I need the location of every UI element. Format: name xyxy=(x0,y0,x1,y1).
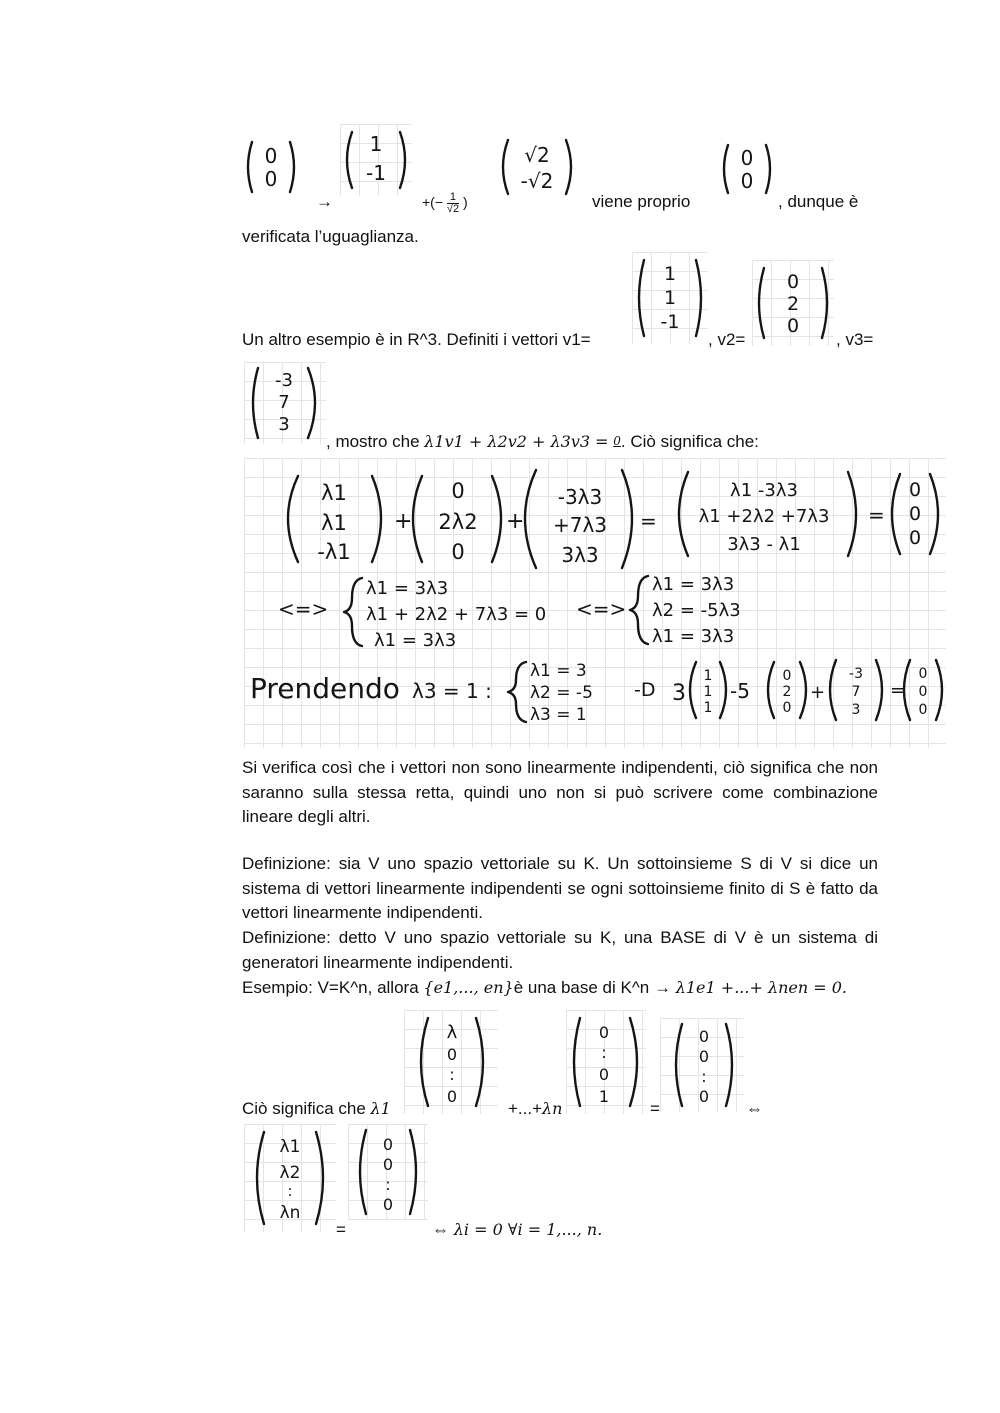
coefficient xyxy=(422,190,468,215)
cio-equals: = xyxy=(650,1099,660,1118)
hw-r-1: λ1 -3λ3 xyxy=(730,480,798,501)
v2-label: , v2= xyxy=(708,330,746,349)
hw-combo-plus: + xyxy=(810,682,826,703)
hw-k2-3: 0 xyxy=(782,700,792,716)
handwritten-solution-block xyxy=(244,458,946,748)
example-base-formula: λ1e1 +...+ λnen = 0. xyxy=(675,978,848,997)
hw-c1-3: -λ1 xyxy=(317,540,351,564)
viene-proprio: viene proprio xyxy=(592,192,691,211)
handwritten-vector-1-minus1 xyxy=(340,124,412,196)
hw-lc-2: λ2 xyxy=(279,1163,301,1183)
hw-iff-1: <=> xyxy=(278,597,329,621)
hw-k2-1: 0 xyxy=(782,668,792,684)
handwritten-lambda-col xyxy=(244,1124,336,1232)
fraction xyxy=(447,192,459,215)
example-base-set: {e1,..., en} xyxy=(423,978,514,997)
hw-coef-3: 3 xyxy=(672,681,686,706)
hw-z2-a: 0 xyxy=(740,146,754,170)
last-formula-text: λi = 0 ∀i = 1,..., n. xyxy=(453,1220,603,1239)
cio-prefix xyxy=(242,1097,391,1122)
hw-zc2-3: : xyxy=(385,1175,391,1194)
zero-vector-symbol: 0 xyxy=(613,434,621,448)
hw-k4-3: 0 xyxy=(918,702,928,718)
hw-z1-b: 0 xyxy=(264,167,278,191)
cio-prefix-text: Ciò significa che xyxy=(242,1099,366,1118)
mostro-prefix: , mostro che xyxy=(326,432,420,451)
hw-en-3: 0 xyxy=(598,1065,610,1084)
hw-s3-3: λ3 = 1 xyxy=(530,705,587,725)
hw-zc1-4: 0 xyxy=(698,1087,710,1106)
arrow: → xyxy=(316,192,333,211)
hw-s2-2: λ2 = -5λ3 xyxy=(652,600,741,621)
hw-plus-2: + xyxy=(506,509,525,534)
hw-c1-1: λ1 xyxy=(321,481,347,505)
hw-lambda3: λ3 = 1 : xyxy=(412,679,492,703)
hw-c1-2: λ1 xyxy=(321,511,347,535)
definition-independence: Definizione: sia V uno spazio vettoriale su K. Un sottoinsieme S di V si dice un sistema di vettori linearmente indipendenti se ogni sottoinsieme finito di S è fatto da vettori linearmente indipendenti. xyxy=(242,854,878,922)
hw-s2-1: λ1 = 3λ3 xyxy=(652,574,735,595)
hw-v1-1: 1 xyxy=(663,263,677,285)
cio-lambda1: λ1 xyxy=(370,1099,391,1118)
hw-c2-1: 0 xyxy=(451,479,465,503)
hw-zc2-1: 0 xyxy=(382,1135,394,1154)
hw-en-4: 1 xyxy=(598,1087,610,1106)
hw-s3-2: λ2 = -5 xyxy=(530,683,593,703)
handwritten-e1 xyxy=(404,1010,498,1114)
hw-c2-3: 0 xyxy=(451,540,465,564)
cio-plus-dots xyxy=(508,1097,562,1122)
paragraph-verifica: Si verifica così che i vettori non sono linearmente indipendenti, ciò significa che non saranno sulla stessa retta, quindi uno non si può scrivere come combinazione lineare degli altri. xyxy=(242,758,878,826)
hw-coef-5: -5 xyxy=(730,679,750,703)
hw-v1-3: -1 xyxy=(660,311,680,333)
hw-v3-1: -3 xyxy=(275,370,293,391)
cio-plus-dots-text: +...+ xyxy=(508,1099,543,1118)
handwritten-en xyxy=(566,1010,646,1114)
hw-v2-2: 2 xyxy=(786,293,800,315)
mostro-line xyxy=(326,429,759,455)
fraction-num: 1 xyxy=(447,192,459,204)
definition-base: Definizione: detto V uno spazio vettoriale su K, una BASE di V è un sistema di generatori linearmente indipendenti. xyxy=(242,928,878,972)
hw-va-1: 1 xyxy=(369,132,383,156)
hw-k4-2: 0 xyxy=(918,684,928,700)
v3-label: , v3= xyxy=(836,330,874,349)
hw-zc1-2: 0 xyxy=(698,1047,710,1066)
hw-v3-3: 3 xyxy=(278,414,290,435)
coef-close: ) xyxy=(462,194,468,210)
hw-implies: -D xyxy=(634,679,656,701)
last-iff: ⇔ xyxy=(432,1220,449,1239)
hw-e1-1: λ xyxy=(446,1022,458,1043)
hw-z1-a: 0 xyxy=(264,144,278,168)
cio-lambda-n: λn xyxy=(542,1099,563,1118)
example-base-prefix: Esempio: V=K^n, allora xyxy=(242,978,419,997)
hw-s3-1: λ1 = 3 xyxy=(530,661,587,681)
coef-open: +(− xyxy=(422,194,444,210)
hw-e1-2: 0 xyxy=(446,1045,458,1064)
hw-lc-3: : xyxy=(287,1182,293,1200)
mostro-suffix: . Ciò significa che: xyxy=(620,432,759,451)
last-formula xyxy=(432,1218,602,1243)
hw-s1-2: λ1 + 2λ2 + 7λ3 = 0 xyxy=(366,604,547,625)
hw-v2-3: 0 xyxy=(786,315,800,337)
fraction-den: √2 xyxy=(446,202,460,215)
hw-en-1: 0 xyxy=(598,1023,610,1042)
hw-lc-4: λn xyxy=(279,1203,301,1223)
handwritten-zero-vector-1 xyxy=(242,136,300,198)
hw-prendendo: Prendendo xyxy=(250,672,400,705)
hw-r-3: 3λ3 - λ1 xyxy=(727,534,801,555)
hw-e1-4: 0 xyxy=(446,1087,458,1106)
hw-v3-2: 7 xyxy=(278,392,290,413)
hw-zc2-4: 0 xyxy=(382,1195,394,1214)
verificata-line: verificata l’uguaglianza. xyxy=(242,227,419,246)
example-base xyxy=(242,976,847,1001)
handwritten-zero-col-1 xyxy=(660,1018,744,1112)
hw-c3-3: 3λ3 xyxy=(561,543,599,567)
hw-eq-1: = xyxy=(640,509,657,533)
hw-k1-3: 1 xyxy=(703,700,713,716)
hw-eq-2: = xyxy=(868,503,885,527)
hw-v2-1: 0 xyxy=(786,271,800,293)
hw-e1-3: : xyxy=(449,1065,455,1084)
hw-zc1-3: : xyxy=(701,1067,707,1086)
dunque: , dunque è xyxy=(778,192,859,211)
handwritten-v3 xyxy=(244,362,326,444)
cio-iff: ⇔ xyxy=(746,1099,763,1118)
handwritten-zero-vector-2 xyxy=(718,140,776,198)
hw-lc-1: λ1 xyxy=(279,1137,301,1157)
example2-intro: Un altro esempio è in R^3. Definiti i vettori v1= xyxy=(242,330,591,349)
hw-k2-2: 2 xyxy=(782,684,792,700)
hw-r-2: λ1 +2λ2 +7λ3 xyxy=(698,506,830,527)
hw-k1-1: 1 xyxy=(703,668,713,684)
hw-k3-2: 7 xyxy=(851,684,861,700)
example-base-middle: è una base di K^n → xyxy=(513,978,671,997)
hw-c3-1: -3λ3 xyxy=(557,485,603,509)
hw-vb-2: -√2 xyxy=(520,169,554,193)
hw-s1-3: λ1 = 3λ3 xyxy=(374,630,457,651)
hw-s1-1: λ1 = 3λ3 xyxy=(366,578,449,599)
hw-k3-3: 3 xyxy=(851,702,861,718)
hw-c2-2: 2λ2 xyxy=(438,510,478,534)
hw-combo-eq: = xyxy=(890,680,906,701)
hw-k1-2: 1 xyxy=(703,684,713,700)
hw-k4-1: 0 xyxy=(918,666,928,682)
hw-zc2-2: 0 xyxy=(382,1155,394,1174)
hw-z3-3: 0 xyxy=(908,527,922,549)
last-equals: = xyxy=(336,1220,346,1239)
mostro-formula: λ1v1 + λ2v2 + λ3v3 = xyxy=(424,432,609,451)
hw-va-2: -1 xyxy=(366,161,386,185)
hw-vb-1: √2 xyxy=(524,143,550,167)
handwritten-v1 xyxy=(632,252,708,344)
hw-z3-2: 0 xyxy=(908,503,922,525)
hw-zc1-1: 0 xyxy=(698,1027,710,1046)
hw-z2-b: 0 xyxy=(740,169,754,193)
handwritten-v2 xyxy=(752,260,834,346)
handwritten-vector-sqrt2 xyxy=(496,134,578,200)
handwritten-zero-col-2 xyxy=(348,1124,428,1220)
hw-k3-1: -3 xyxy=(849,666,863,682)
hw-iff-2: <=> xyxy=(576,597,627,621)
hw-plus-1: + xyxy=(394,509,413,534)
hw-z3-1: 0 xyxy=(908,479,922,501)
hw-c3-2: +7λ3 xyxy=(552,513,608,537)
hw-s2-3: λ1 = 3λ3 xyxy=(652,626,735,647)
hw-v1-2: 1 xyxy=(663,287,677,309)
hw-en-2: : xyxy=(601,1043,607,1062)
